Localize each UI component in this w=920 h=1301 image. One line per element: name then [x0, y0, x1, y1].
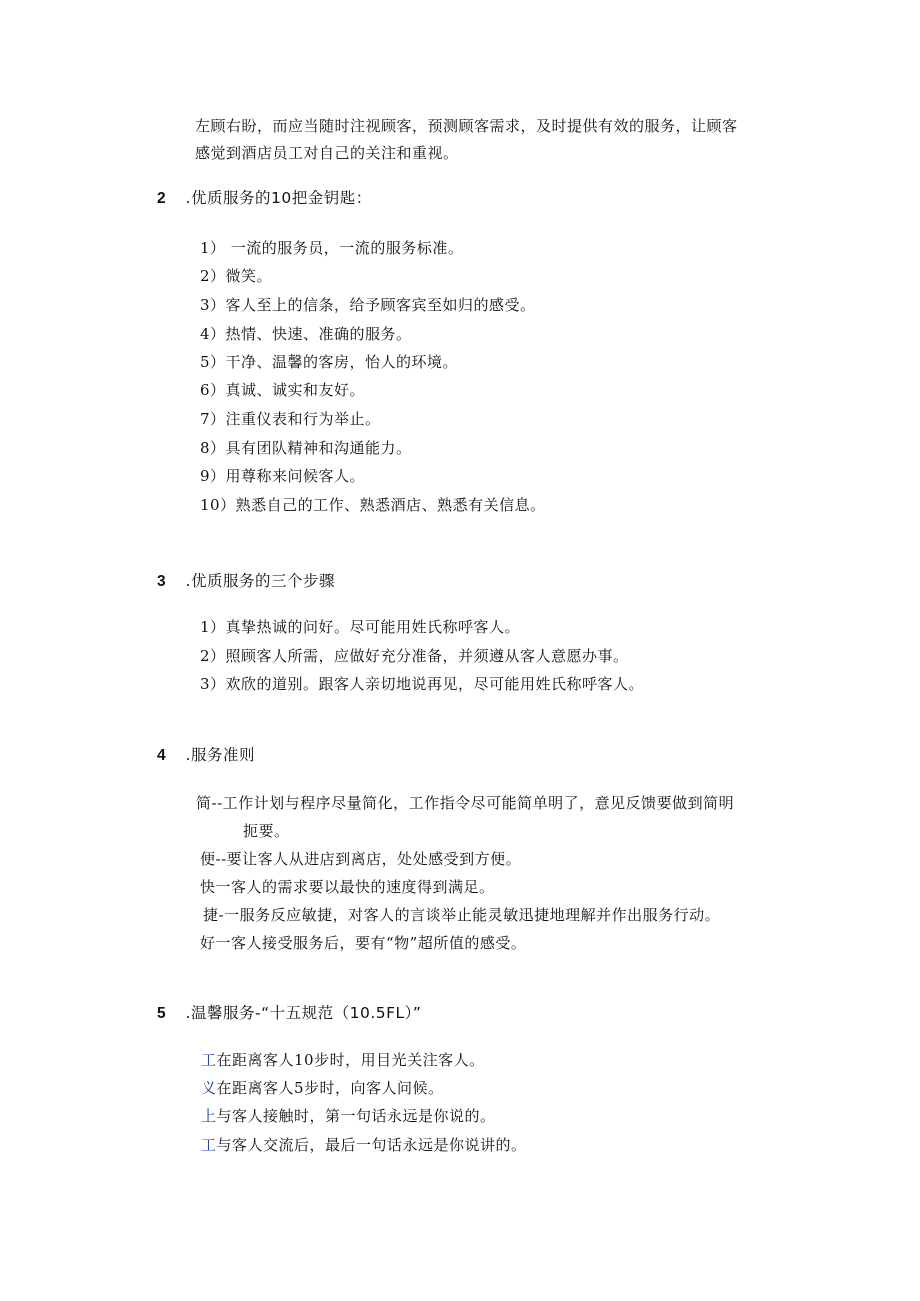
section-3-title: .优质服务的三个步骤	[185, 572, 335, 590]
list-item: 4）热情、快速、准确的服务。	[200, 325, 412, 343]
section-2-number: 2	[157, 190, 167, 207]
norm-mark: 义	[201, 1079, 217, 1097]
section-3-number: 3	[157, 573, 167, 590]
guideline-line: 好一客人接受服务后，要有“物”超所值的感受。	[200, 934, 527, 952]
guideline-line: 扼要。	[243, 822, 290, 840]
section-2-heading	[157, 188, 372, 209]
norm-mark: 工	[201, 1051, 217, 1069]
section-5-heading	[157, 1003, 421, 1024]
section-4-number: 4	[157, 747, 167, 764]
section-2-title: .优质服务的10把金钥匙：	[185, 189, 372, 207]
norm-item	[201, 1050, 485, 1070]
norm-mark: 工	[201, 1136, 217, 1154]
list-item: 2）照顾客人所需，应做好充分准备，并须遵从客人意愿办事。	[200, 647, 629, 665]
section-3-heading	[157, 571, 335, 592]
section-5-title: .温馨服务-“十五规范（10.5FL）”	[185, 1004, 422, 1022]
guideline-line: 简--工作计划与程序尽量简化，工作指令尽可能简单明了，意见反馈要做到简明	[196, 794, 735, 812]
intro-line-1: 左顾右盼，而应当随时注视顾客，预测顾客需求，及时提供有效的服务，让顾客	[195, 117, 738, 135]
norm-text: 在距离客人10步时，用目光关注客人。	[216, 1051, 485, 1069]
list-item: 3）欢欣的道别。跟客人亲切地说再见，尽可能用姓氏称呼客人。	[200, 675, 645, 693]
norm-item	[201, 1078, 444, 1098]
norm-item	[201, 1135, 527, 1155]
list-item: 3）客人至上的信条，给予顾客宾至如归的感受。	[200, 296, 536, 314]
list-item: 1）真挚热诚的问好。尽可能用姓氏称呼客人。	[200, 618, 521, 636]
list-item: 9）用尊称来问候客人。	[200, 467, 366, 485]
section-5-number: 5	[157, 1005, 167, 1022]
norm-item	[201, 1106, 496, 1126]
guideline-line: 快一客人的需求要以最快的速度得到满足。	[200, 878, 495, 896]
list-item: 8）具有团队精神和沟通能力。	[200, 439, 412, 457]
norm-text: 与客人接触时，第一句话永远是你说的。	[216, 1107, 496, 1125]
guideline-line: 便--要让客人从进店到离店，处处感受到方便。	[200, 850, 522, 868]
list-item: 2）微笑。	[200, 267, 273, 285]
guideline-line: 捷-一服务反应敏捷，对客人的言谈举止能灵敏迅捷地理解并作出服务行动。	[203, 906, 721, 924]
intro-line-2: 感觉到酒店员工对自己的关注和重视。	[195, 144, 459, 162]
list-item: 5）干净、温馨的客房，怡人的环境。	[200, 353, 459, 371]
list-item: 1） 一流的服务员，一流的服务标准。	[200, 239, 464, 257]
norm-text: 在距离客人5步时，向客人问候。	[216, 1079, 444, 1097]
norm-text: 与客人交流后，最后一句话永远是你说讲的。	[216, 1136, 527, 1154]
norm-mark: 上	[201, 1107, 217, 1125]
section-4-heading	[157, 745, 255, 766]
section-4-title: .服务准则	[185, 746, 255, 764]
list-item: 6）真诚、诚实和友好。	[200, 381, 366, 399]
list-item: 10）熟悉自己的工作、熟悉酒店、熟悉有关信息。	[200, 496, 546, 514]
list-item: 7）注重仪表和行为举止。	[200, 410, 381, 428]
